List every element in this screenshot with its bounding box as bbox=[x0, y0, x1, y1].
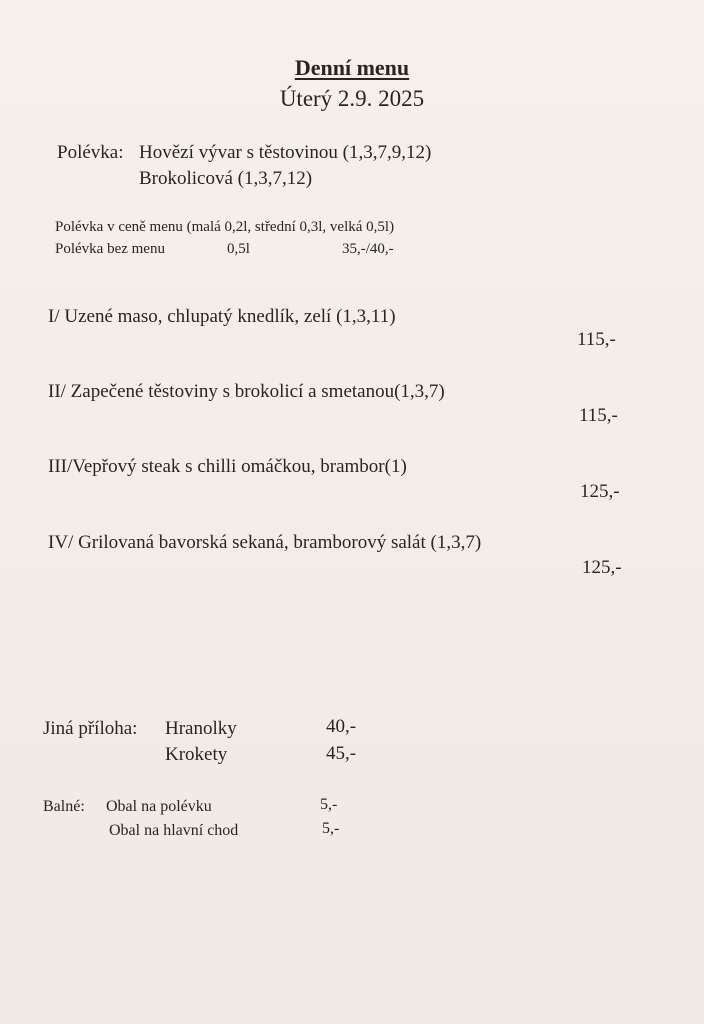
side-1-price: 40,- bbox=[326, 716, 357, 737]
side-2-price: 45,- bbox=[326, 743, 357, 764]
menu-title-text: Denní menu bbox=[294, 55, 410, 80]
soup-item-2: Brokolicová (1,3,7,12) bbox=[139, 168, 313, 189]
sides-label: Jiná příloha: bbox=[43, 718, 138, 739]
soup-price-note-in-menu: Polévka v ceně menu (malá 0,2l, střední 0,3l, velká 0,5l) bbox=[55, 219, 395, 235]
dish-1-price: 115,- bbox=[577, 329, 616, 350]
soup-label: Polévka: bbox=[57, 142, 124, 163]
dish-1-name: I/ Uzené maso, chlupatý knedlík, zelí (1,3,11) bbox=[48, 306, 396, 327]
side-1-name: Hranolky bbox=[165, 718, 237, 739]
dish-4-price: 125,- bbox=[582, 557, 622, 578]
soup-without-menu-label: Polévka bez menu bbox=[55, 241, 165, 257]
soup-item-1: Hovězí vývar s těstovinou (1,3,7,9,12) bbox=[139, 142, 432, 163]
soup-without-menu-volume: 0,5l bbox=[227, 241, 250, 257]
dish-2-price: 115,- bbox=[579, 405, 618, 426]
dish-4-name: IV/ Grilovaná bavorská sekaná, bramborový salát (1,3,7) bbox=[48, 532, 482, 553]
packaging-1-name: Obal na polévku bbox=[106, 798, 212, 815]
dish-2-name: II/ Zapečené těstoviny s brokolicí a smetanou(1,3,7) bbox=[48, 381, 445, 402]
soup-without-menu-price: 35,-/40,- bbox=[342, 241, 394, 257]
packaging-2-price: 5,- bbox=[322, 820, 340, 837]
packaging-label: Balné: bbox=[43, 798, 85, 815]
packaging-2-name: Obal na hlavní chod bbox=[109, 822, 239, 839]
menu-title bbox=[0, 53, 704, 83]
side-2-name: Krokety bbox=[165, 744, 228, 765]
packaging-1-price: 5,- bbox=[320, 796, 338, 813]
dish-3-price: 125,- bbox=[580, 481, 620, 502]
dish-3-name: III/Vepřový steak s chilli omáčkou, brambor(1) bbox=[48, 456, 407, 477]
menu-date: Úterý 2.9. 2025 bbox=[279, 86, 425, 111]
